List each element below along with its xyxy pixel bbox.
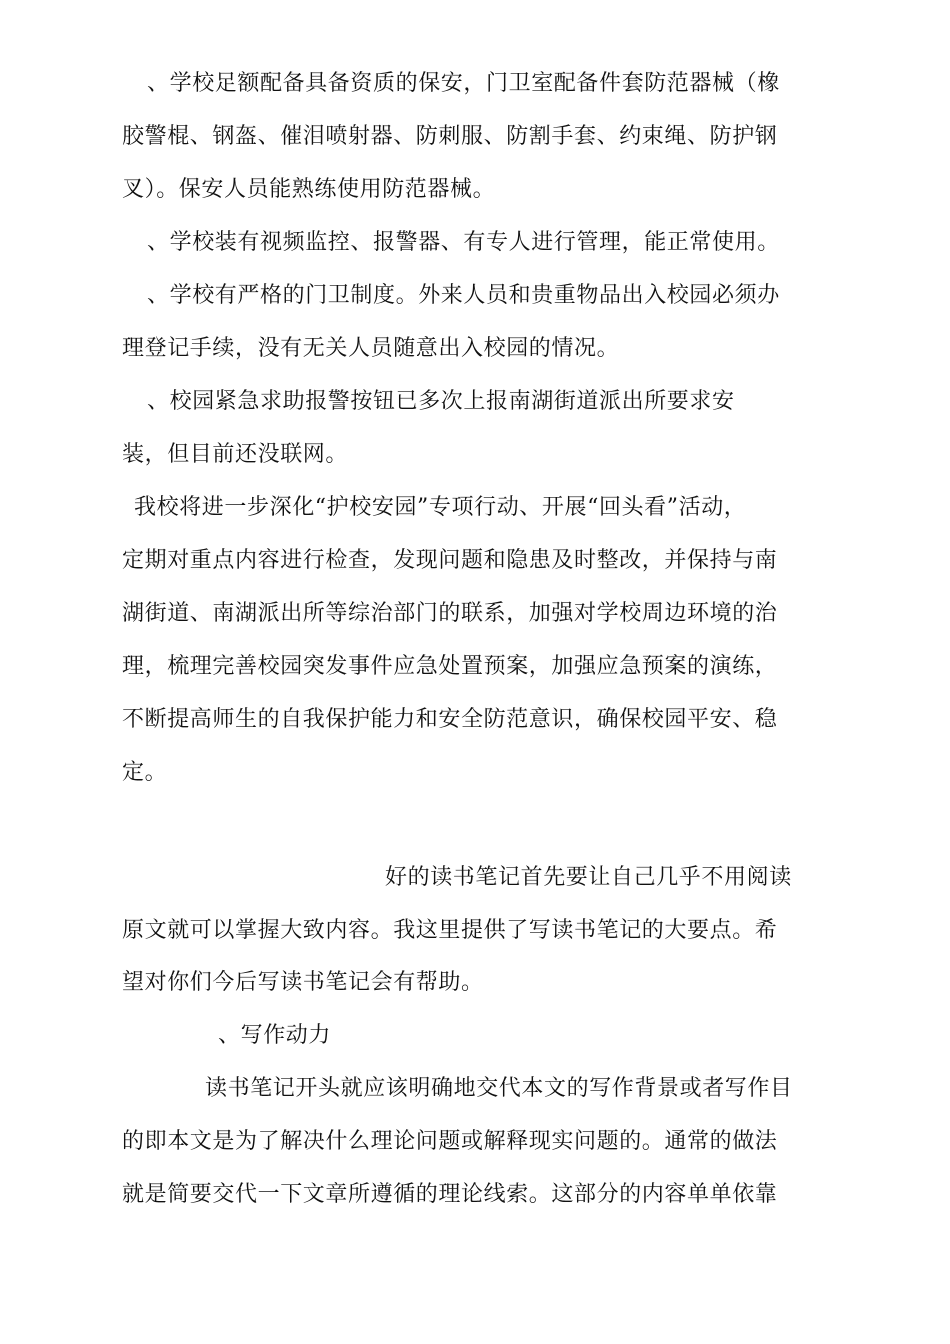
text-line: 理，梳理完善校园突发事件应急处置预案，加强应急预案的演练， xyxy=(122,654,778,679)
text-line: 胶警棍、钢盔、催泪喷射器、防刺服、防割手套、约束绳、防护钢 xyxy=(122,124,778,149)
text-line: 不断提高师生的自我保护能力和安全防范意识，确保校园平安、稳 xyxy=(122,707,778,732)
text-line: 我校将进一步深化“护校安园”专项行动、开展“回头看”活动， xyxy=(134,495,747,520)
section-heading: 、写作动力 xyxy=(218,1023,332,1048)
text-line: 叉）。保安人员能熟练使用防范器械。 xyxy=(122,177,496,202)
text-line: 就是简要交代一下文章所遵循的理论线索。这部分的内容单单依靠 xyxy=(122,1182,778,1207)
text-line: 定。 xyxy=(122,760,168,785)
text-line: 读书笔记开头就应该明确地交代本文的写作背景或者写作目 xyxy=(205,1076,793,1101)
text-line: 、学校足额配备具备资质的保安，门卫室配备件套防范器械（橡 xyxy=(147,71,780,96)
text-line: 定期对重点内容进行检查，发现问题和隐患及时整改，并保持与南 xyxy=(122,548,778,573)
text-line: 、学校装有视频监控、报警器、有专人进行管理，能正常使用。 xyxy=(147,230,780,255)
text-line: 湖街道、南湖派出所等综治部门的联系，加强对学校周边环境的治 xyxy=(122,601,778,626)
text-line: 理登记手续，没有无关人员随意出入校园的情况。 xyxy=(122,336,620,361)
text-line: 、学校有严格的门卫制度。外来人员和贵重物品出入校园必须办 xyxy=(147,283,780,308)
text-line: 的即本文是为了解决什么理论问题或解释现实问题的。通常的做法 xyxy=(122,1129,778,1154)
text-line: 、校园紧急求助报警按钮已多次上报南湖街道派出所要求安 xyxy=(147,389,735,414)
text-line: 原文就可以掌握大致内容。我这里提供了写读书笔记的大要点。希 xyxy=(122,918,778,943)
text-line: 望对你们今后写读书笔记会有帮助。 xyxy=(122,970,484,995)
text-line: 好的读书笔记首先要让自己几乎不用阅读 xyxy=(385,865,792,890)
text-line: 装，但目前还没联网。 xyxy=(122,442,349,467)
